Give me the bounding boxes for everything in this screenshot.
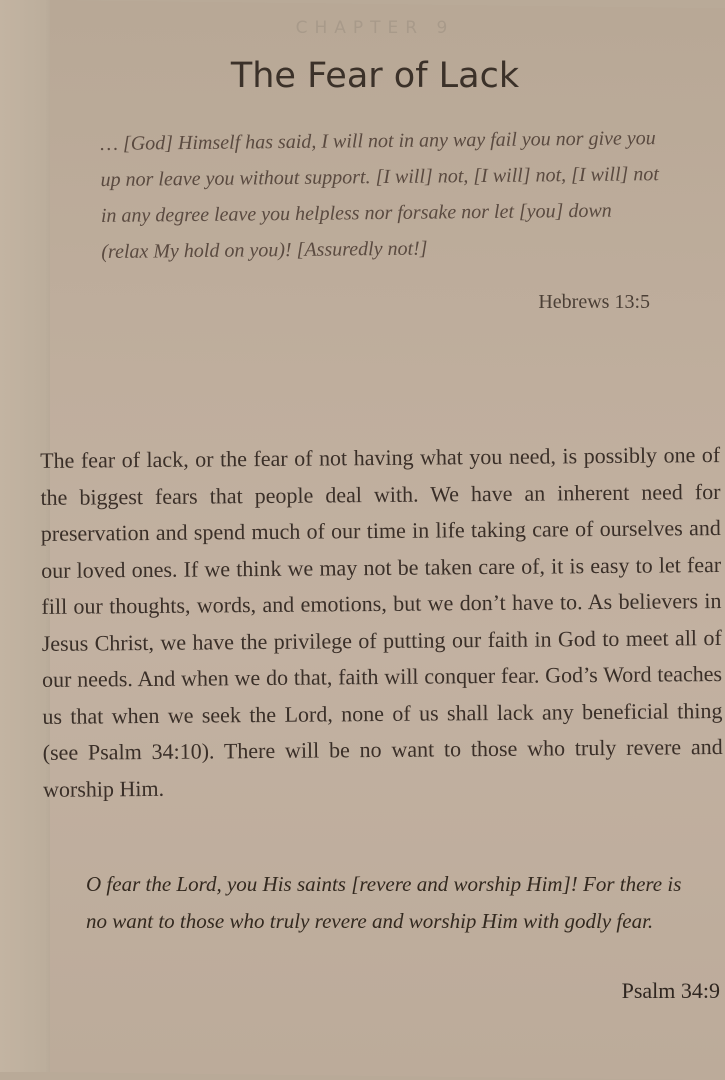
- epigraph-reference: Hebrews 13:5: [538, 291, 650, 313]
- chapter-title: The Fear of Lack: [230, 56, 520, 96]
- epigraph-quote: … [God] Himself has said, I will not in any way fail you nor give you up nor leave you without support. [I will] not, [I will] not, [I will] not in any degree leave you helpless nor forsake nor let [you] down (relax My hold on you)! [Assuredly not!]: [100, 127, 660, 263]
- body-paragraph: The fear of lack, or the fear of not having what you need, is possibly one of the biggest fears that people deal with. We have an inherent need for preservation and spend much of our time in life taking care of ourselves and our loved ones. If we think we may not be taken care of, it is easy to let fear fill our thoughts, words, and emotions, but we don’t have to. As believers in Jesus Christ, we have the privilege of putting our faith in God to meet all of our needs. And when we do that, faith will conquer fear. God’s Word teaches us that when we seek the Lord, none of us shall lack any beneficial thing (see Psalm 34:10). There will be no want to those who truly revere and worship Him.: [40, 441, 723, 802]
- chapter-label: CHAPTER 9: [295, 18, 455, 38]
- scripture-quote: O fear the Lord, you His saints [revere and worship Him]! For there is no want to those who truly revere and worship Him with godly fear.: [86, 872, 682, 933]
- scripture-reference: Psalm 34:9: [621, 978, 720, 1003]
